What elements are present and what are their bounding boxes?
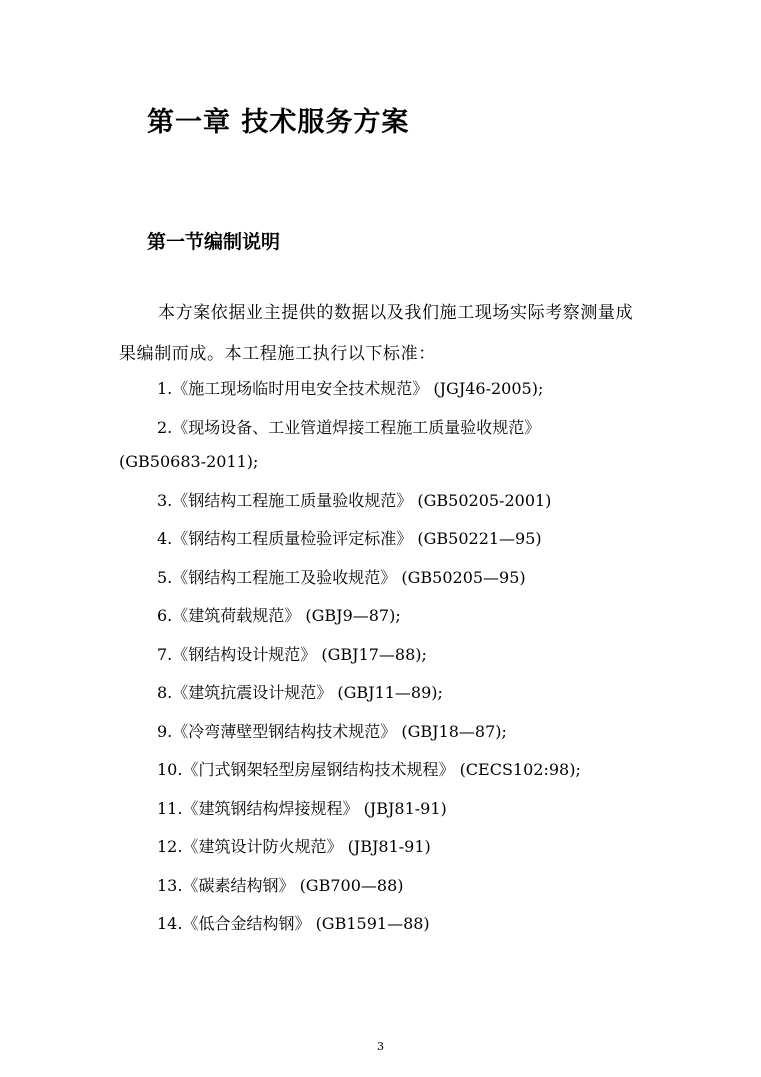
standard-item xyxy=(119,482,659,521)
standard-number: 13. xyxy=(157,875,183,895)
standard-code: (GBJ11—89); xyxy=(337,683,443,702)
standard-code: (GB1591—88) xyxy=(315,914,430,933)
standard-item xyxy=(119,409,659,482)
standard-title: 《冷弯薄壁型钢结构技术规范》 xyxy=(172,721,397,741)
standard-item xyxy=(119,905,659,944)
standard-title: 《施工现场临时用电安全技术规范》 xyxy=(172,379,429,398)
standard-number: 8. xyxy=(157,683,173,702)
standard-code: (GB50221—95) xyxy=(417,529,542,548)
standard-code: (GB50205—95) xyxy=(401,567,526,587)
standard-item xyxy=(119,828,659,867)
standard-code: (CECS102:98); xyxy=(459,760,581,779)
standard-title: 《钢结构工程施工及验收规范》 xyxy=(172,567,397,587)
standard-code: (GB50205-2001) xyxy=(417,490,552,510)
standard-number: 6. xyxy=(157,606,173,625)
standard-code: (JBJ81-91) xyxy=(363,798,447,818)
standard-number: 12. xyxy=(157,837,183,856)
standard-title: 《钢结构工程质量检验评定标准》 xyxy=(172,529,413,548)
chapter-title: 第一章 技术服务方案 xyxy=(147,107,410,138)
intro-paragraph: 本方案依据业主提供的数据以及我们施工现场实际考察测量成果编制而成。本工程施工执行以下标准： xyxy=(119,303,634,364)
standard-item xyxy=(119,520,659,559)
standard-item xyxy=(119,751,659,790)
standard-title: 《钢结构设计规范》 xyxy=(172,644,317,664)
standard-title: 《建筑钢结构焊接规程》 xyxy=(182,798,359,818)
standard-code: (GB700—88) xyxy=(299,875,404,895)
standard-title: 《钢结构工程施工质量验收规范》 xyxy=(172,490,413,510)
standard-code: (GBJ18—87); xyxy=(401,721,507,741)
standard-title: 《建筑抗震设计规范》 xyxy=(172,683,333,702)
standard-number: 3. xyxy=(157,490,173,510)
standard-title: 《低合金结构钢》 xyxy=(182,914,311,933)
standard-title: 《建筑设计防火规范》 xyxy=(182,837,343,856)
standard-item xyxy=(119,597,659,636)
standard-number: 11. xyxy=(157,798,183,818)
standard-code: (JGJ46-2005); xyxy=(433,379,544,398)
standard-item xyxy=(119,674,659,713)
standards-list xyxy=(119,370,659,944)
standard-number: 14. xyxy=(157,914,183,933)
standard-number: 9. xyxy=(157,721,173,741)
standard-number: 5. xyxy=(157,567,173,587)
standard-item xyxy=(119,867,659,906)
standard-code: (JBJ81-91) xyxy=(347,837,431,856)
page-number: 3 xyxy=(377,1040,384,1053)
standard-title: 《建筑荷载规范》 xyxy=(172,606,301,625)
standard-item xyxy=(119,713,659,752)
standard-title: 《碳素结构钢》 xyxy=(182,875,295,895)
standard-number: 2. xyxy=(157,417,173,437)
section-title: 第一节编制说明 xyxy=(147,231,281,253)
standard-number: 10. xyxy=(157,760,183,779)
standard-code: (GB50683-2011); xyxy=(119,452,259,471)
standard-title: 《现场设备、工业管道焊接工程施工质量验收规范》 xyxy=(172,417,541,437)
standard-code: (GBJ17—88); xyxy=(321,644,427,664)
standard-item xyxy=(119,636,659,675)
standard-title: 《门式钢架轻型房屋钢结构技术规程》 xyxy=(182,760,455,779)
standard-number: 1. xyxy=(157,379,173,398)
standard-item xyxy=(119,559,659,598)
standard-item xyxy=(119,370,659,409)
standard-number: 4. xyxy=(157,529,173,548)
standard-code: (GBJ9—87); xyxy=(305,606,401,625)
standard-number: 7. xyxy=(157,644,173,664)
standard-item xyxy=(119,790,659,829)
